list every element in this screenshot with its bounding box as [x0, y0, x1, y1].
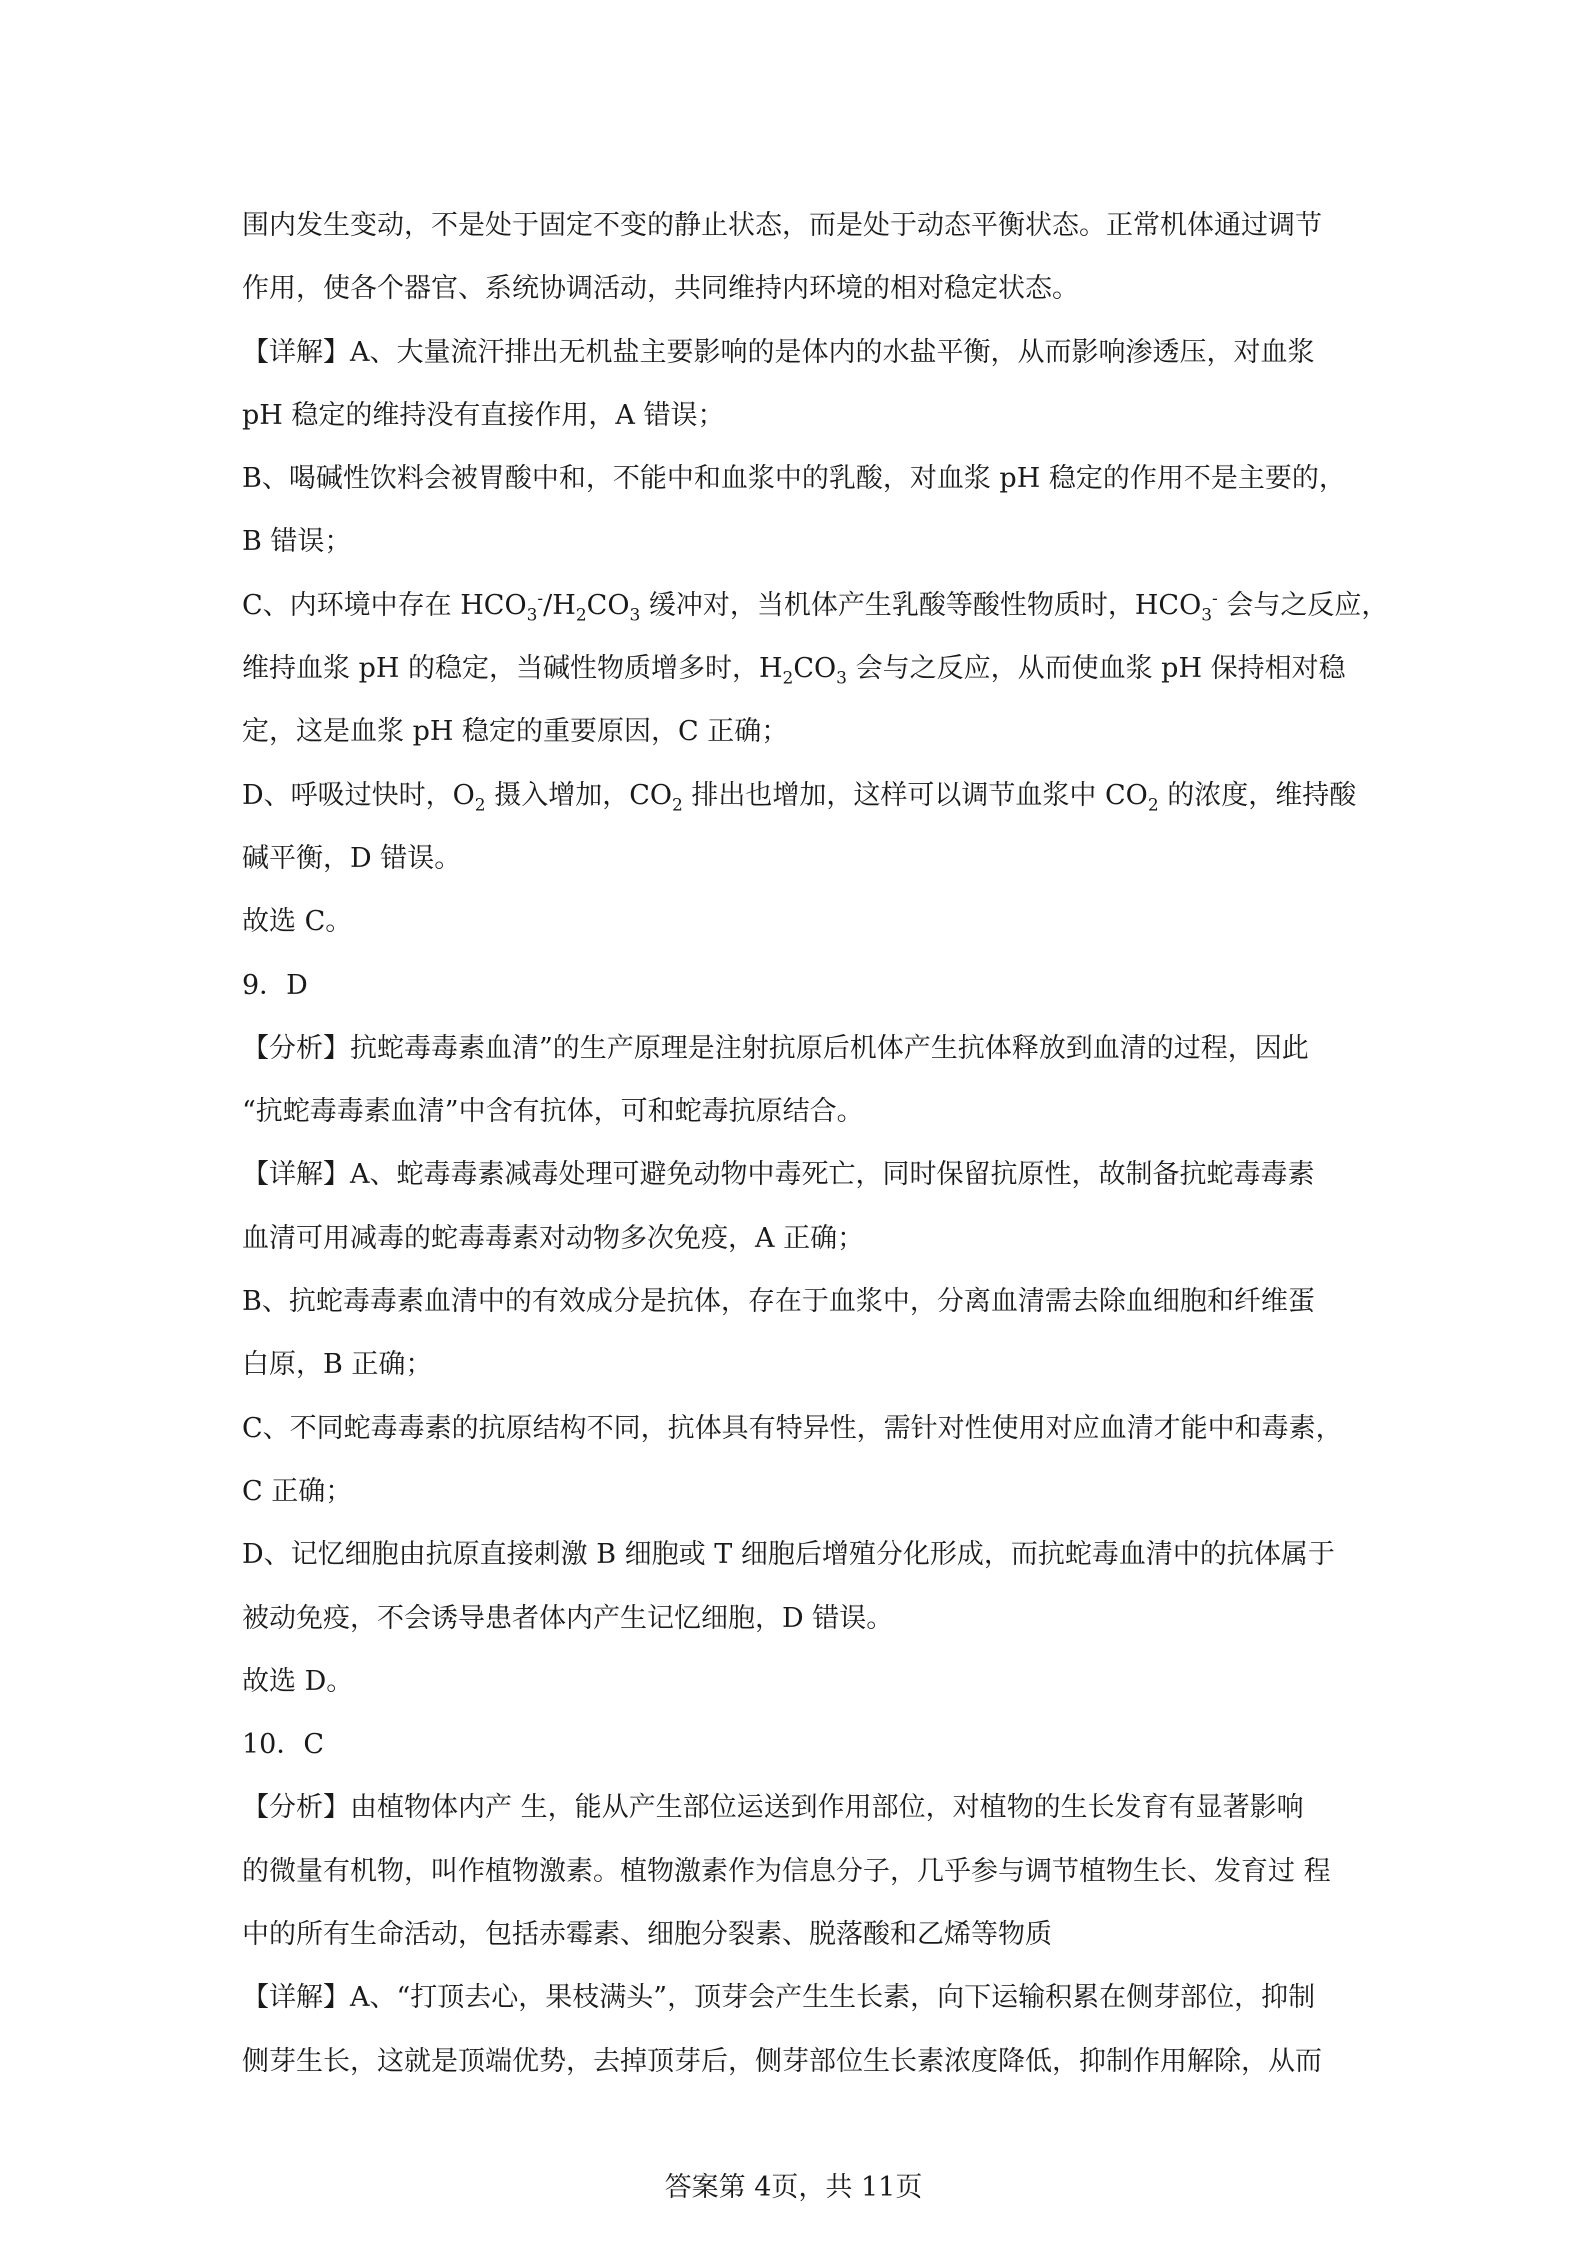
text-line: 维持血浆 pH 的稳定，当碱性物质增多时，$H_2CO_3$ 会与之反应，从而使血浆 pH 保持相对稳: [242, 653, 1346, 689]
text-line: 被动免疫，不会诱导患者体内产生记忆细胞，D 错误。: [242, 1602, 894, 1634]
text-line: 【详解】A、大量流汗排出无机盐主要影响的是体内的水盐平衡，从而影响渗透压，对血浆: [242, 336, 1315, 368]
text-line: 白原，B 正确；: [242, 1349, 433, 1381]
text-line: 作用，使各个器官、系统协调活动，共同维持内环境的相对稳定状态。: [242, 273, 1079, 305]
answer-conclusion: 故选 D。: [242, 1665, 354, 1697]
answer-text-body: [242, 194, 1389, 2093]
text-line: 围内发生变动，不是处于固定不变的静止状态，而是处于动态平衡状态。正常机体通过调节: [242, 210, 1322, 241]
text-line: B、抗蛇毒毒素血清中的有效成分是抗体，存在于血浆中，分离血清需去除血细胞和纤维蛋: [242, 1286, 1315, 1318]
text-line: pH 稳定的维持没有直接作用，A 错误；: [242, 399, 725, 431]
text-line: C、内环境中存在 $HCO_3^-/H_2CO_3$ 缓冲对，当机体产生乳酸等酸性物质时，$HCO_3^-$ 会与之反应，: [242, 588, 1389, 626]
text-line: 【分析】由植物体内产 生，能从产生部位运送到作用部位，对植物的生长发育有显著影响: [242, 1792, 1304, 1824]
text-line: 的微量有机物，叫作植物激素。植物激素作为信息分子，几乎参与调节植物生长、发育过 程: [242, 1855, 1331, 1887]
text-line: 血清可用减毒的蛇毒毒素对动物多次免疫，A 正确；: [242, 1222, 865, 1254]
text-line: 碱平衡，D 错误。: [242, 842, 462, 874]
page-footer: 答案第 4页，共 11页: [664, 2172, 923, 2203]
text-line: B、喝碱性饮料会被胃酸中和，不能中和血浆中的乳酸，对血浆 pH 稳定的作用不是主要的，: [242, 463, 1346, 495]
text-line: D、记忆细胞由抗原直接刺激 B 细胞或 T 细胞后增殖分化形成，而抗蛇毒血清中的抗体属于: [242, 1539, 1335, 1571]
answer-conclusion: 故选 C。: [242, 906, 353, 938]
text-line: C、不同蛇毒毒素的抗原结构不同，抗体具有特异性，需针对性使用对应血清才能中和毒素，: [242, 1412, 1343, 1444]
text-line: “抗蛇毒毒素血清”中含有抗体，可和蛇毒抗原结合。: [242, 1096, 864, 1128]
text-line: 中的所有生命活动，包括赤霉素、细胞分裂素、脱落酸和乙烯等物质: [242, 1919, 1052, 1951]
question-answer-heading: 10．C: [242, 1729, 325, 1761]
text-line: B 错误；: [242, 526, 352, 558]
text-line: D、呼吸过快时，$O_2$ 摄入增加，$CO_2$ 排出也增加，这样可以调节血浆中 $CO_2$ 的浓度，维持酸: [242, 779, 1357, 816]
text-line: 侧芽生长，这就是顶端优势，去掉顶芽后，侧芽部位生长素浓度降低，抑制作用解除，从而: [242, 2045, 1322, 2077]
text-line: 定，这是血浆 pH 稳定的重要原因，C 正确；: [242, 716, 789, 748]
question-answer-heading: 9．D: [242, 969, 308, 1001]
text-line: 【分析】抗蛇毒毒素血清”的生产原理是注射抗原后机体产生抗体释放到血清的过程，因此: [242, 1032, 1309, 1064]
text-line: C 正确；: [242, 1475, 353, 1507]
text-line: 【详解】A、蛇毒毒素减毒处理可避免动物中毒死亡，同时保留抗原性，故制备抗蛇毒毒素: [242, 1159, 1315, 1191]
text-line: 【详解】A、“打顶去心，果枝满头”，顶芽会产生生长素，向下运输积累在侧芽部位，抑制: [242, 1982, 1316, 2014]
